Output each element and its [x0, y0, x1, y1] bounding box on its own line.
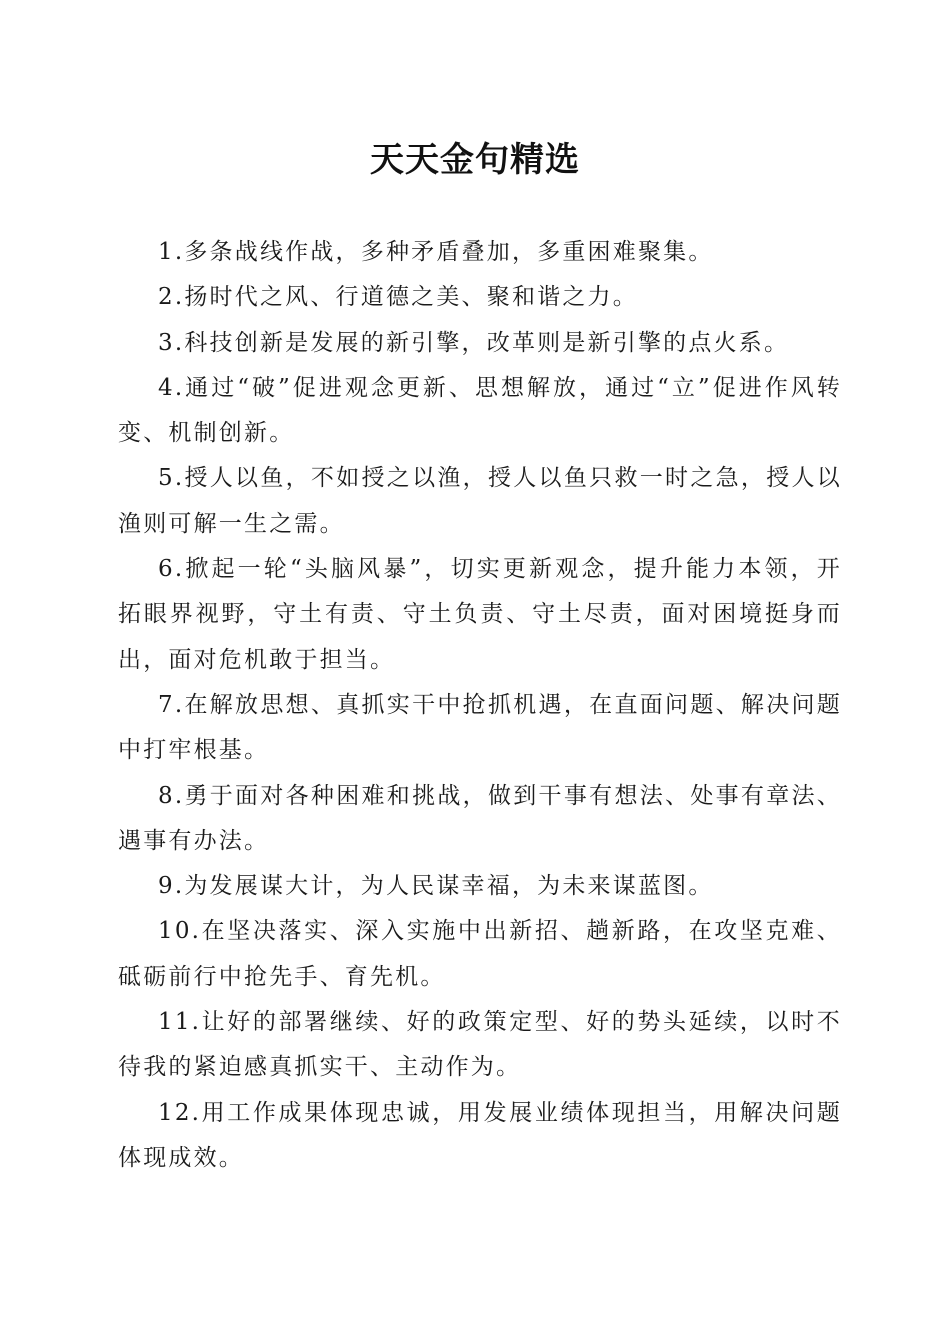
list-item: 9.为发展谋大计，为人民谋幸福，为未来谋蓝图。 — [158, 873, 714, 900]
list-item: 7.在解放思想、真抓实干中抢抓机遇，在直面问题、解决问题中打牢根基。 — [118, 691, 842, 764]
list-item: 8.勇于面对各种困难和挑战，做到干事有想法、处事有章法、遇事有办法。 — [118, 782, 842, 854]
list-item: 4.通过“破”促进观念更新、思想解放，通过“立”促进作风转变、机制创新。 — [118, 374, 842, 447]
list-item: 3.科技创新是发展的新引擎，改革则是新引擎的点火系。 — [158, 329, 790, 356]
list-item: 1.多条战线作战，多种矛盾叠加，多重困难聚集。 — [158, 239, 714, 265]
list-item: 6.掀起一轮“头脑风暴”，切实更新观念，提升能力本领，开拓眼界视野，守土有责、守土负责、守土尽责，面对困境挺身而出，面对危机敢于担当。 — [118, 556, 842, 673]
list-item: 12.用工作成果体现忠诚，用发展业绩体现担当，用解决问题体现成效。 — [118, 1099, 842, 1171]
list-item: 10.在坚决落实、深入实施中出新招、趟新路，在攻坚克难、砥砺前行中抢先手、育先机。 — [118, 918, 842, 990]
list-item: 11.让好的部署继续、好的政策定型、好的势头延续，以时不待我的紧迫感真抓实干、主动作为。 — [118, 1009, 842, 1081]
list-item: 2.扬时代之风、行道德之美、聚和谐之力。 — [158, 284, 638, 311]
document-body — [118, 230, 842, 1181]
document-title: 天天金句精选 — [370, 140, 580, 180]
list-item: 5.授人以鱼，不如授之以渔，授人以鱼只救一时之急，授人以渔则可解一生之需。 — [118, 465, 842, 537]
